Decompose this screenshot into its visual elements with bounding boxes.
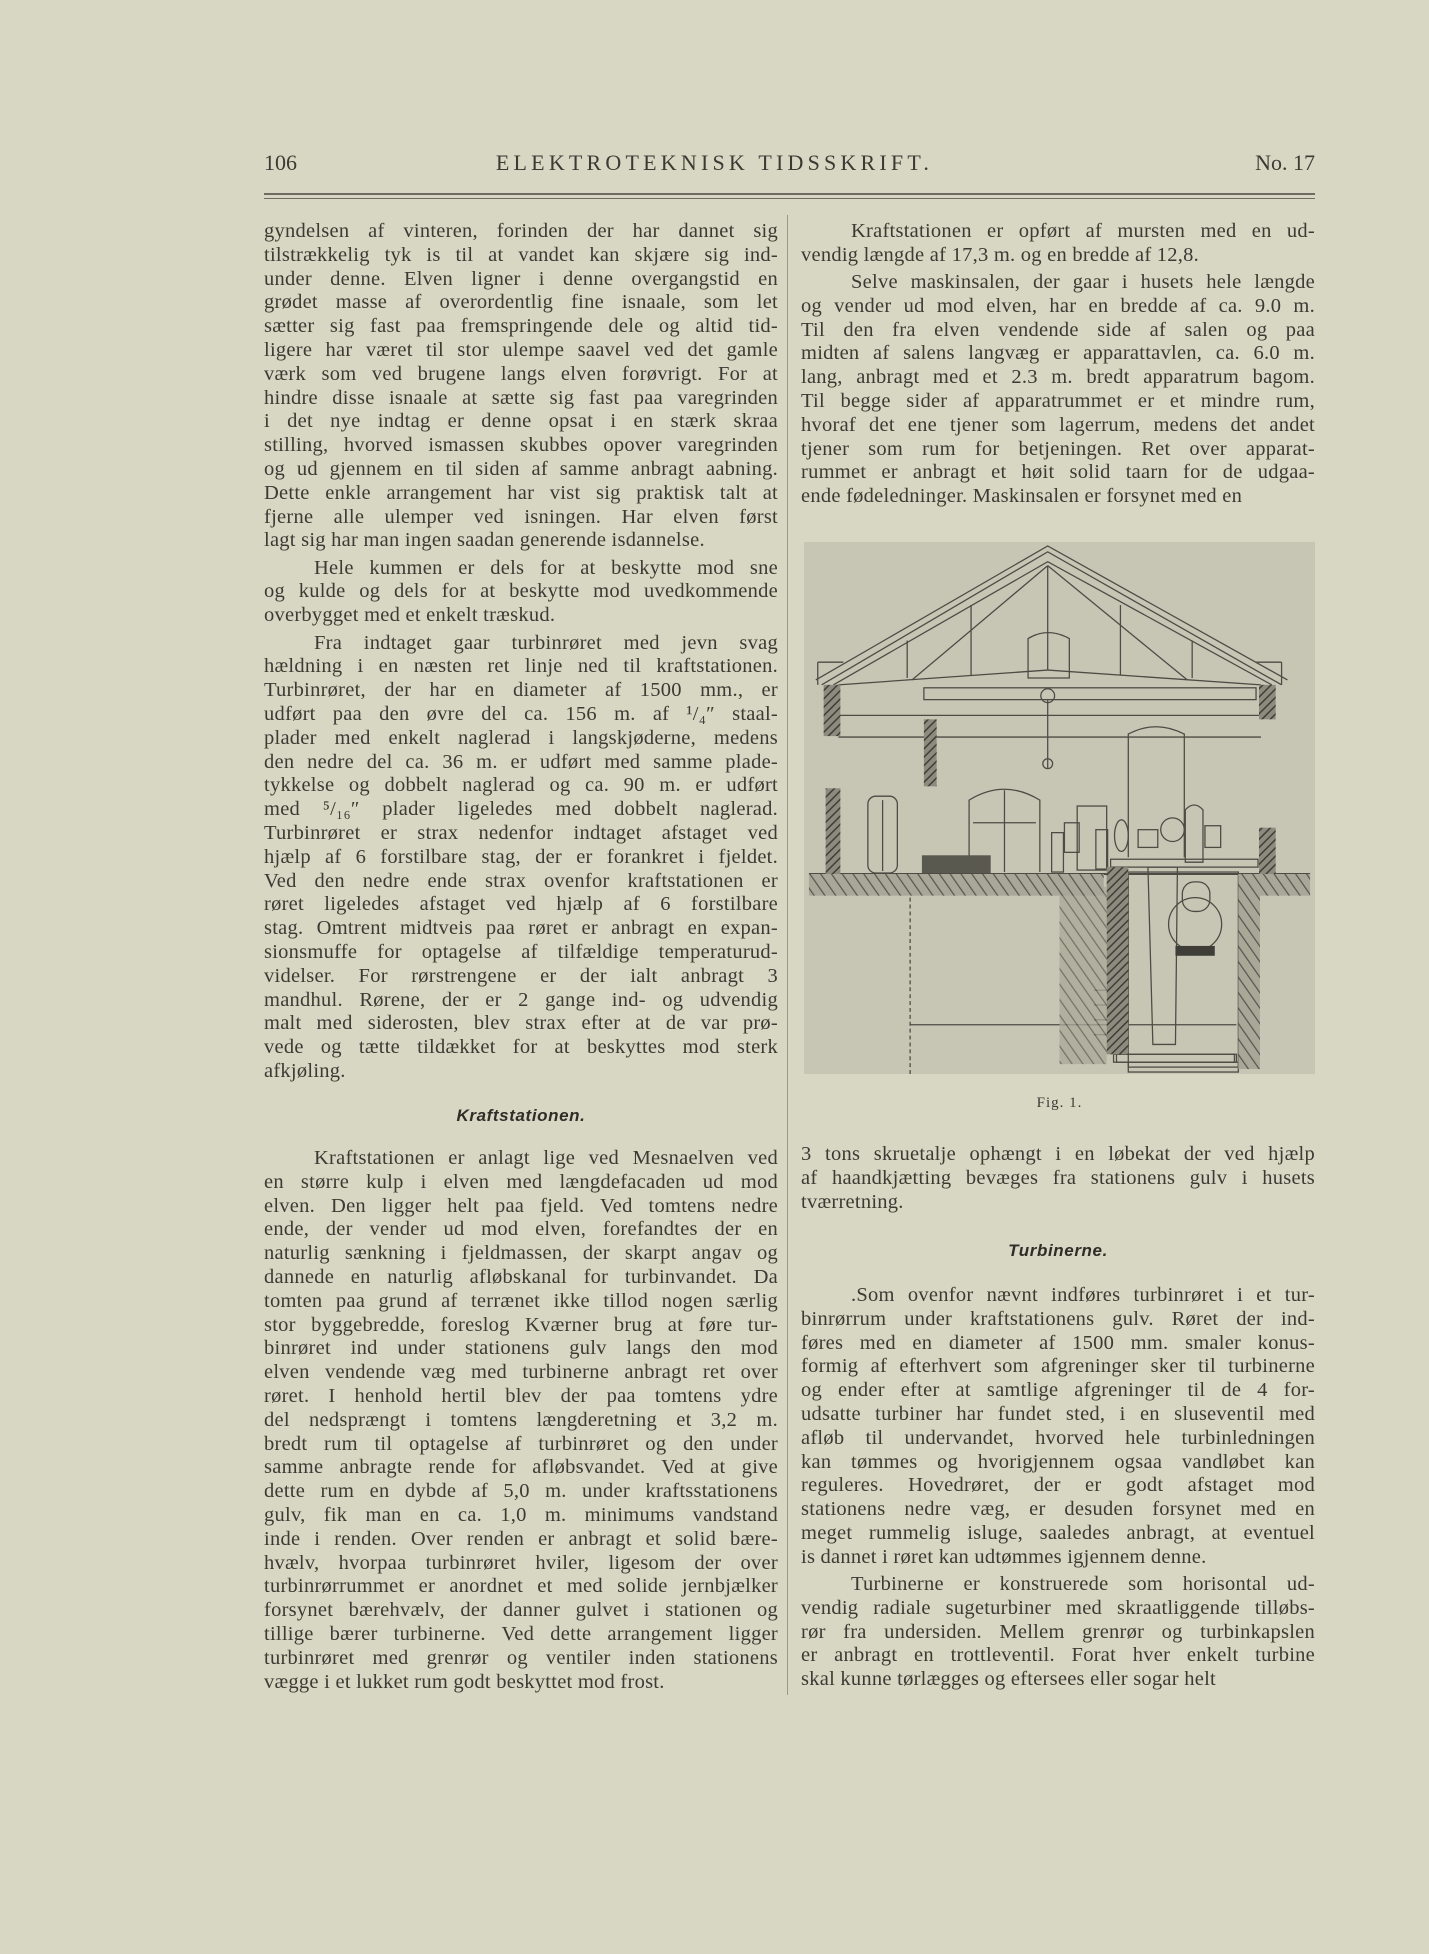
- text-line: Kraftstationen er opført af mursten med en ud-: [851, 220, 1315, 242]
- text-line: Turbinrøret, der har en diameter af 1500 mm., er: [264, 679, 778, 702]
- text-line: stor byggebredde, foreslog Kværner brug at føre tur-: [264, 1313, 778, 1336]
- text-line: .Som ovenfor nævnt indføres turbinrøret i et tur-: [851, 1284, 1315, 1306]
- text-line: is dannet i røret kan udtømmes igjennem denne.: [801, 1545, 1207, 1568]
- kraftstationen-section-text: [264, 1147, 778, 1698]
- text-line: vendig længde af 17,3 m. og en bredde af 12,8.: [801, 243, 1200, 266]
- journal-title: ELEKTROTEKNISK TIDSSKRIFT.: [495, 150, 934, 175]
- header-rule: [264, 193, 1315, 195]
- text-line: elven vendende væg med turbinerne anbragt ret over: [264, 1361, 778, 1384]
- text-line: gyndelsen af vinteren, forinden der har dannet sig: [264, 220, 778, 242]
- text-line: grødet masse af overordentlig fine isnaale, som let: [264, 291, 778, 314]
- text-line: udsatte turbiner har fundet sted, i en sluseventil med: [801, 1402, 1315, 1425]
- text-line: afløb til undervandet, hvorved hele turbinledningen: [801, 1426, 1315, 1449]
- text-line: Til begge sider af apparatrummet er et mindre rum,: [801, 390, 1315, 413]
- text-line: røret ligeledes afstaget ved hjælp af 6 forstilbare: [264, 893, 778, 916]
- text-line: er anbragt en trottleventil. Forat hver enkelt turbine: [801, 1644, 1315, 1667]
- text-line: og ender efter at samtlige afgreninger til de 4 for-: [801, 1379, 1315, 1402]
- turbinerne-section-text: [801, 1284, 1315, 1696]
- text-line: vendig radiale sugeturbiner med skraatliggende tilløbs-: [801, 1596, 1315, 1619]
- text-line: overbygget med et enkelt træskud.: [264, 604, 556, 627]
- text-line: værk som ved brugene langs elven forøvrigt. For at: [264, 362, 778, 385]
- text-line: hindre disse isnaale at sætte sig fast paa varegrinden: [264, 386, 778, 409]
- text-line: fjerne alle ulemper ved isningen. Har elven først: [264, 505, 778, 528]
- text-line: midten af salens langvæg er apparattavlen, ca. 6.0 m.: [801, 342, 1315, 365]
- column-divider: [787, 215, 788, 1695]
- text-line: 3 tons skruetalje ophængt i en løbekat der ved hjælp: [801, 1143, 1315, 1165]
- left-column-text: [264, 220, 778, 1087]
- paragraph: [801, 1573, 1315, 1692]
- paragraph: [801, 220, 1315, 268]
- text-line: Selve maskinsalen, der gaar i husets hele længde: [851, 271, 1315, 294]
- text-line: videlser. For rørstrengene er der ialt anbragt 3: [264, 964, 778, 987]
- text-line: turbinrøret med grenrør og ventiler inden stationens: [264, 1646, 778, 1669]
- text-line: den nedre del ca. 36 m. er udført med samme plade-: [264, 750, 778, 773]
- text-line: udført paa den øvre del ca. 156 m. af ¹/₄″ staal-: [264, 702, 778, 725]
- text-line: tykkelse og dobbelt naglerad og ca. 90 m. er udført: [264, 774, 778, 797]
- text-line: turbinrørrummet er anordnet et med solide jernbjælker: [264, 1575, 778, 1598]
- text-line: lang, anbragt med et 2.3 m. bredt apparatrum bagom.: [801, 366, 1315, 389]
- text-line: hældning i en næsten ret linje ned til kraftstationen.: [264, 655, 778, 678]
- text-line: kan tømmes og hvorigjennem ogsaa vandløbet kan: [801, 1450, 1315, 1473]
- text-line: Hele kummen er dels for at beskytte mod sne: [314, 556, 778, 579]
- paragraph: [801, 1143, 1315, 1214]
- cross-section-drawing: [804, 542, 1315, 1074]
- text-line: bredt rum til optagelse af turbinrøret og den under: [264, 1432, 778, 1455]
- figure-caption: Fig. 1.: [1036, 1095, 1083, 1111]
- text-line: binrøret ind under stationens gulv langs den mod: [264, 1337, 778, 1360]
- text-line: dannede en naturlig afløbskanal for turbinvandet. Da: [264, 1265, 778, 1288]
- text-line: lagt sig har man ingen saadan generende isdannelse.: [264, 529, 705, 552]
- text-line: tomten paa grund af terrænet ikke tillod nogen særlig: [264, 1289, 778, 1312]
- text-line: sionsmuffe for optagelse af tilfældige temperaturud-: [264, 940, 778, 963]
- text-line: ligere har været til stor ulempe saavel ved det gamle: [264, 338, 778, 361]
- paragraph: [264, 1147, 778, 1694]
- after-figure-text: [801, 1143, 1315, 1218]
- text-line: vægge i et lukket rum godt beskyttet mod frost.: [264, 1670, 665, 1693]
- paragraph: [264, 220, 778, 553]
- text-line: naturlig sænkning i fjeldmassen, der skarpt angav og: [264, 1242, 778, 1265]
- text-line: tværretning.: [801, 1190, 904, 1213]
- text-line: ende, der vender ud mod elven, forefandtes der en: [264, 1218, 778, 1241]
- text-line: skal kunne tørlægges og eftersees eller sogar helt: [801, 1668, 1216, 1691]
- text-line: afkjøling.: [264, 1059, 346, 1082]
- text-line: i det nye indtag er denne opsat i en stærk skraa: [264, 410, 778, 433]
- text-line: dette rum en dybde af 5,0 m. under kraftsstationens: [264, 1480, 778, 1503]
- text-line: mandhul. Rørene, der er 2 gange ind- og udvendig: [264, 988, 778, 1011]
- text-line: forsynet bærehvælv, der danner gulvet i stationen og: [264, 1599, 778, 1622]
- text-line: binrørrum under kraftstationens gulv. Røret der ind-: [801, 1307, 1315, 1330]
- paragraph: [801, 1284, 1315, 1570]
- text-line: og ud gjennem en til siden af samme anbragt aabning.: [264, 457, 778, 480]
- text-line: under denne. Elven ligner i denne overgangstid en: [264, 267, 778, 290]
- text-line: Dette enkle arrangement har vist sig praktisk talt at: [264, 481, 778, 504]
- text-line: reguleres. Hovedrøret, der er godt afstaget mod: [801, 1474, 1315, 1497]
- text-line: hvoraf det ene tjener som lagerrum, medens det andet: [801, 413, 1315, 436]
- text-line: tilstrækkelig tyk is til at vandet kan skjære sig ind-: [264, 243, 778, 266]
- paragraph: [801, 271, 1315, 509]
- text-line: røret. I henhold hertil blev der paa tomtens ydre: [264, 1384, 778, 1407]
- text-line: inde i renden. Over renden er anbragt et solid bære-: [264, 1527, 778, 1550]
- text-line: Kraftstationen er anlagt lige ved Mesnaelven ved: [314, 1147, 778, 1169]
- text-line: vede og tætte tildækket for at beskyttes mod sterk: [264, 1036, 778, 1059]
- text-line: tillige bærer turbinerne. Ved dette arrangement ligger: [264, 1622, 778, 1645]
- text-line: Turbinrøret er strax nedenfor indtaget afstaget ved: [264, 821, 778, 844]
- text-line: hvælv, hvorpaa turbinrøret hviler, ligesom der over: [264, 1551, 778, 1574]
- text-line: rummet er anbragt et høit solid taarn for de udgaa-: [801, 461, 1315, 484]
- text-line: sætter sig fast paa fremspringende dele og altid tid-: [264, 315, 778, 338]
- text-line: stationens nedre væg, er desuden forsynet med en: [801, 1498, 1315, 1521]
- text-line: del nedsprængt i tomtens længderetning et 3,2 m.: [264, 1408, 778, 1431]
- right-column-text: [801, 220, 1315, 513]
- text-line: Turbinerne er konstruerede som horisontal ud-: [851, 1573, 1315, 1596]
- section-heading-kraftstationen: Kraftstationen.: [456, 1106, 586, 1125]
- text-line: elven. Den ligger helt paa fjeld. Ved tomtens nedre: [264, 1194, 778, 1217]
- text-line: malt med siderosten, blev strax efter at de var prø-: [264, 1012, 778, 1035]
- text-line: ende fødeledninger. Maskinsalen er forsynet med en: [801, 485, 1243, 508]
- text-line: af haandkjætting bevæges fra stationens gulv i husets: [801, 1166, 1315, 1189]
- text-line: samme anbragte rende for afløbsvandet. Ved at give: [264, 1456, 778, 1479]
- text-line: rør fra undersiden. Mellem grenrør og turbinkapslen: [801, 1620, 1315, 1643]
- text-line: gulv, fik man en ca. 1,0 m. minimums vandstand: [264, 1503, 778, 1526]
- text-line: og kulde og dels for at beskytte mod uvedkommende: [264, 580, 778, 603]
- text-line: Til den fra elven vendende side af salen og paa: [801, 318, 1315, 341]
- text-line: tjener som rum for betjeningen. Ret over apparat-: [801, 437, 1315, 460]
- text-line: en større kulp i elven med længdefacaden ud mod: [264, 1170, 778, 1193]
- text-line: plader med enkelt naglerad i langskjøderne, medens: [264, 726, 778, 749]
- text-line: Ved den nedre ende strax ovenfor kraftstationen er: [264, 869, 778, 892]
- paragraph: [264, 557, 778, 628]
- paragraph: [264, 632, 778, 1084]
- text-line: Fra indtaget gaar turbinrøret med jevn svag: [314, 631, 778, 654]
- text-line: hjælp af 6 forstilbare stag, der er forankret i fjeldet.: [264, 845, 778, 868]
- text-line: med ⁵/₁₆″ plader ligeledes med dobbelt naglerad.: [264, 798, 778, 821]
- text-line: stag. Omtrent midtveis paa røret er anbragt en expan-: [264, 917, 778, 940]
- section-heading-turbinerne: Turbinerne.: [1008, 1241, 1108, 1260]
- text-line: føres med en diameter af 1500 mm. smaler konus-: [801, 1331, 1315, 1354]
- issue-number: No. 17: [1255, 150, 1315, 175]
- text-line: formig af efterhvert som afgreninger sker til turbinerne: [801, 1355, 1315, 1378]
- text-line: meget rummelig isluge, saaledes anbragt, at eventuel: [801, 1521, 1315, 1544]
- figure-power-station-cross-section: [804, 542, 1315, 1074]
- header-rule-thin: [264, 198, 1315, 199]
- text-line: stilling, hvorved ismassen skubbes opover varegrinden: [264, 434, 778, 457]
- text-line: og vender ud mod elven, har en bredde af ca. 9.0 m.: [801, 294, 1315, 317]
- page-number: 106: [264, 150, 297, 175]
